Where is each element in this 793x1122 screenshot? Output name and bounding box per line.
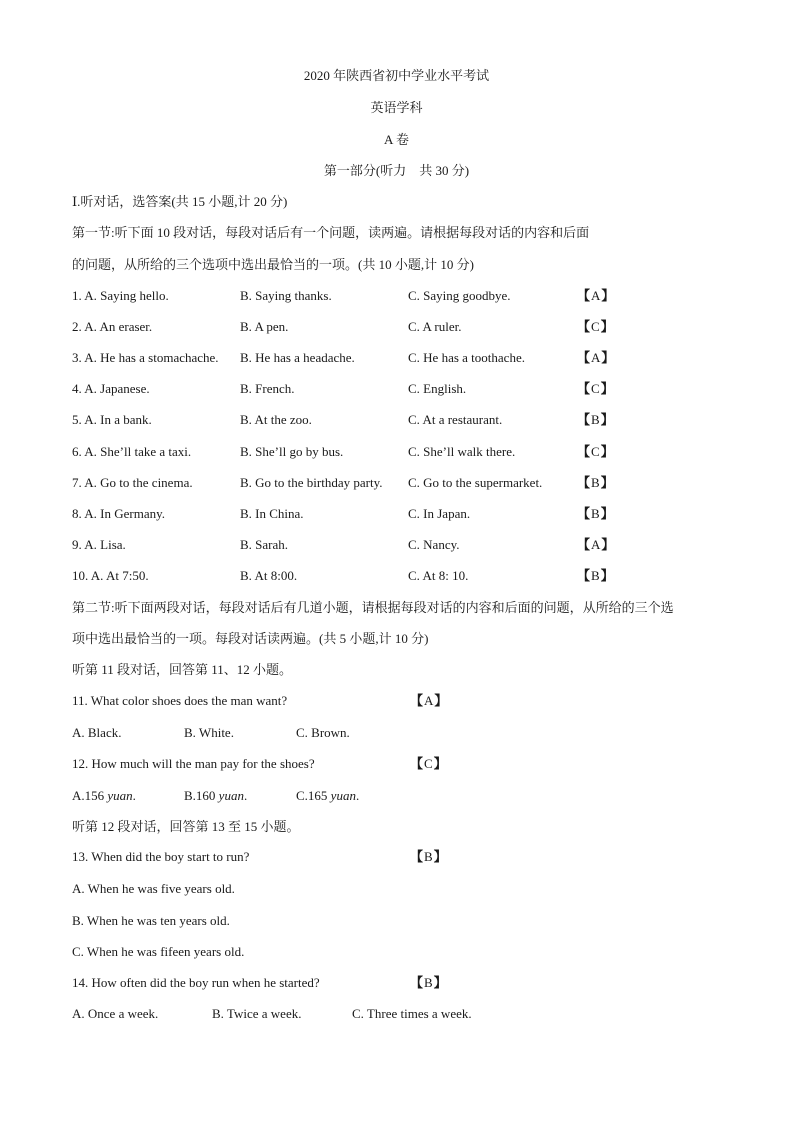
q14-answer: 【B】 xyxy=(410,975,448,990)
question-option-b: B. Saying thanks. xyxy=(240,288,332,303)
question-option-a: 1. A. Saying hello. xyxy=(72,288,169,303)
question-option-a: 8. A. In Germany. xyxy=(72,506,166,521)
section-heading: Ⅰ.听对话，选答案(共 15 小题,计 20 分) xyxy=(72,194,288,209)
q11-option-c: C. Brown. xyxy=(296,725,350,740)
question-answer: 【B】 xyxy=(577,475,615,490)
dialog12-intro: 听第 12 段对话，回答第 13 至 15 小题。 xyxy=(72,819,300,834)
question-option-a: 2. A. An eraser. xyxy=(72,319,153,334)
question-option-c: C. Saying goodbye. xyxy=(408,288,511,303)
q13-option-a: A. When he was five years old. xyxy=(72,881,235,896)
q13-option-c: C. When he was fifeen years old. xyxy=(72,944,245,959)
question-option-a: 3. A. He has a stomachache. xyxy=(72,350,219,365)
question-option-c: C. English. xyxy=(408,381,467,396)
question-option-b: B. At 8:00. xyxy=(240,568,298,583)
q12-option-b: B.160 yuan. xyxy=(184,788,248,803)
question-option-b: B. French. xyxy=(240,381,295,396)
q11-option-b: B. White. xyxy=(184,725,234,740)
part-title: 第一部分(听力 共 30 分) xyxy=(323,163,470,178)
question-option-c: C. A ruler. xyxy=(408,319,462,334)
q14-text: 14. How often did the boy run when he started? xyxy=(72,975,320,990)
dialog11-intro: 听第 11 段对话，回答第 11、12 小题。 xyxy=(72,662,293,677)
question-option-a: 10. A. At 7:50. xyxy=(72,568,149,583)
q12-option-a: A.156 yuan. xyxy=(72,788,136,803)
question-option-c: C. Go to the supermarket. xyxy=(408,475,543,490)
subject-title: 英语学科 xyxy=(370,100,423,115)
question-option-c: C. He has a toothache. xyxy=(408,350,525,365)
question-option-a: 4. A. Japanese. xyxy=(72,381,150,396)
q12-option-c: C.165 yuan. xyxy=(296,788,360,803)
question-option-c: C. At 8: 10. xyxy=(408,568,469,583)
q12-answer: 【C】 xyxy=(410,756,448,771)
question-answer: 【B】 xyxy=(577,412,615,427)
question-option-b: B. Go to the birthday party. xyxy=(240,475,383,490)
question-option-a: 9. A. Lisa. xyxy=(72,537,126,552)
question-option-a: 6. A. She’ll take a taxi. xyxy=(72,444,192,459)
section2-instructions-1: 第二节:听下面两段对话，每段对话后有几道小题，请根据每段对话的内容和后面的问题，从所给的三个选 xyxy=(72,600,674,615)
question-option-b: B. At the zoo. xyxy=(240,412,312,427)
section2-instructions-2: 项中选出最恰当的一项。每段对话读两遍。(共 5 小题,计 10 分) xyxy=(72,631,429,646)
q13-option-b: B. When he was ten years old. xyxy=(72,913,230,928)
question-answer: 【B】 xyxy=(577,506,615,521)
question-answer: 【C】 xyxy=(577,444,615,459)
exam-title: 2020 年陕西省初中学业水平考试 xyxy=(303,68,490,83)
q14-option-b: B. Twice a week. xyxy=(212,1006,302,1021)
question-option-c: C. Nancy. xyxy=(408,537,460,552)
question-answer: 【C】 xyxy=(577,381,615,396)
q11-option-a: A. Black. xyxy=(72,725,122,740)
question-answer: 【A】 xyxy=(577,350,616,365)
q14-option-a: A. Once a week. xyxy=(72,1006,159,1021)
question-option-c: C. At a restaurant. xyxy=(408,412,503,427)
question-answer: 【C】 xyxy=(577,319,615,334)
q12-text: 12. How much will the man pay for the shoes? xyxy=(72,756,315,771)
question-option-b: B. She’ll go by bus. xyxy=(240,444,344,459)
q13-text: 13. When did the boy start to run? xyxy=(72,849,250,864)
question-option-b: B. In China. xyxy=(240,506,304,521)
question-option-c: C. She’ll walk there. xyxy=(408,444,516,459)
question-option-b: B. Sarah. xyxy=(240,537,289,552)
question-option-c: C. In Japan. xyxy=(408,506,471,521)
paper-label: A 卷 xyxy=(384,132,409,147)
question-option-a: 5. A. In a bank. xyxy=(72,412,152,427)
q11-text: 11. What color shoes does the man want? xyxy=(72,693,288,708)
q13-answer: 【B】 xyxy=(410,849,448,864)
question-answer: 【A】 xyxy=(577,288,616,303)
q14-option-c: C. Three times a week. xyxy=(352,1006,472,1021)
question-option-b: B. He has a headache. xyxy=(240,350,355,365)
question-answer: 【A】 xyxy=(577,537,616,552)
section1-instructions-2: 的问题，从所给的三个选项中选出最恰当的一项。(共 10 小题,计 10 分) xyxy=(72,257,474,272)
question-answer: 【B】 xyxy=(577,568,615,583)
question-option-a: 7. A. Go to the cinema. xyxy=(72,475,193,490)
section1-instructions-1: 第一节:听下面 10 段对话，每段对话后有一个问题，读两遍。请根据每段对话的内容和后面 xyxy=(72,225,590,240)
question-option-b: B. A pen. xyxy=(240,319,289,334)
q11-answer: 【A】 xyxy=(410,693,449,708)
